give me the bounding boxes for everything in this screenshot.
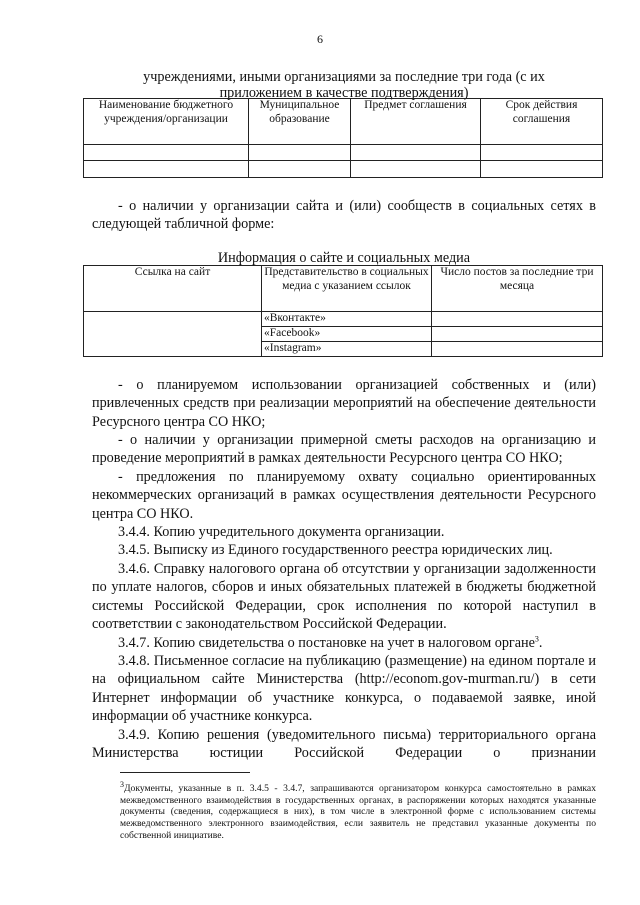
coverage-paragraph: - предложения по планируемому охвату социально ориентированных некоммерческих организаций в рамках осуществления деятельности Ресурсного центра СО НКО.	[92, 469, 596, 522]
table-cell	[351, 145, 481, 161]
clause-3-4-7-end: .	[538, 635, 543, 651]
site-link-cell	[84, 312, 262, 357]
clause-3-4-7-text: 3.4.7. Копию свидетельства о постановке на учет в налоговом органе	[118, 635, 535, 651]
social-media-caption: Информация о сайте и социальных медиа	[217, 250, 471, 266]
social-network-vkontakte: «Вконтакте»	[262, 312, 432, 327]
agreements-table	[83, 98, 603, 178]
social-media-table	[83, 265, 603, 357]
clause-3-4-5: 3.4.5. Выписку из Единого государственного реестра юридических лиц.	[118, 542, 553, 558]
social-network-facebook: «Facebook»	[262, 327, 432, 342]
posts-count-cell	[432, 342, 603, 357]
clause-3-4-8: 3.4.8. Письменное согласие на публикацию (размещение) на едином портале и на официальном сайте Министерства (http://econom.gov-murman.ru/) в сети Интернет информации об участнике конкурса, о подаваемой заявке, иной информации об участнике конкурса.	[92, 653, 596, 725]
estimate-paragraph: - о наличии у организации примерной сметы расходов на организацию и проведение мероприятий в рамках деятельности Ресурсного центра СО НКО;	[92, 432, 596, 467]
table-cell	[249, 145, 351, 161]
col-posts-count: Число постов за последние три месяца	[432, 266, 603, 312]
clause-3-4-9: 3.4.9. Копию решения (уведомительного письма) территориального органа Министерства юстиции Российской Федерации о признании	[92, 727, 596, 762]
intro-line-1: учреждениями, иными организациями за последние три года (с их	[143, 69, 545, 85]
col-agreement-term: Срок действия соглашения	[481, 99, 603, 145]
col-agreement-subject: Предмет соглашения	[351, 99, 481, 145]
table-cell	[84, 145, 249, 161]
social-network-instagram: «Instagram»	[262, 342, 432, 357]
posts-count-cell	[432, 312, 603, 327]
table-cell	[84, 161, 249, 178]
col-social-presence: Представительство в социальных медиа с указанием ссылок	[262, 266, 432, 312]
intro-text	[92, 69, 596, 101]
clause-3-4-4: 3.4.4. Копию учредительного документа организации.	[118, 524, 445, 540]
table-cell	[481, 145, 603, 161]
table-row	[84, 145, 603, 161]
own-funds-paragraph: - о планируемом использовании организацией собственных и (или) привлеченных средств при реализации мероприятий на обеспечение деятельности Ресурсного центра СО НКО;	[92, 377, 596, 430]
clause-3-4-7	[92, 634, 596, 652]
agreements-header-row	[84, 99, 603, 145]
posts-count-cell	[432, 327, 603, 342]
footnote-ref: 3	[534, 634, 539, 644]
social-header-row	[84, 266, 603, 312]
footnote-text: Документы, указанные в п. 3.4.5 - 3.4.7, запрашиваются организатором конкурса самостоятельно в рамках межведомственного взаимодействия в государственных органах, в распоряжении которых находятся указанные документы (сведения, содержащиеся в них), в том числе в электронной форме с использованием системы межведомственного электронного взаимодействия, если заявитель не представил указанные документы по собственной инициативе.	[120, 783, 596, 841]
footnote	[120, 779, 596, 842]
page-number: 6	[317, 32, 323, 46]
table-cell	[249, 161, 351, 178]
col-site-link: Ссылка на сайт	[84, 266, 262, 312]
table-cell	[351, 161, 481, 178]
col-institution-name: Наименование бюджетного учреждения/организации	[84, 99, 249, 145]
footnote-number: 3	[120, 779, 124, 789]
table-row	[84, 161, 603, 178]
table-row	[84, 312, 603, 327]
clause-3-4-6: 3.4.6. Справку налогового органа об отсутствии у организации задолженности по уплате налогов, сборов и иных обязательных платежей в бюджеты бюджетной системы Российской Федерации, срок исполнения по которой наступил в соответствии с законодательством Российской Федерации.	[92, 561, 596, 633]
intro-line-2: приложением в качестве подтверждения)	[219, 85, 469, 101]
footnote-divider	[120, 772, 250, 773]
col-municipality: Муниципальное образование	[249, 99, 351, 145]
table-cell	[481, 161, 603, 178]
site-paragraph: - о наличии у организации сайта и (или) сообществ в социальных сетях в следующей табличной форме:	[92, 198, 596, 233]
